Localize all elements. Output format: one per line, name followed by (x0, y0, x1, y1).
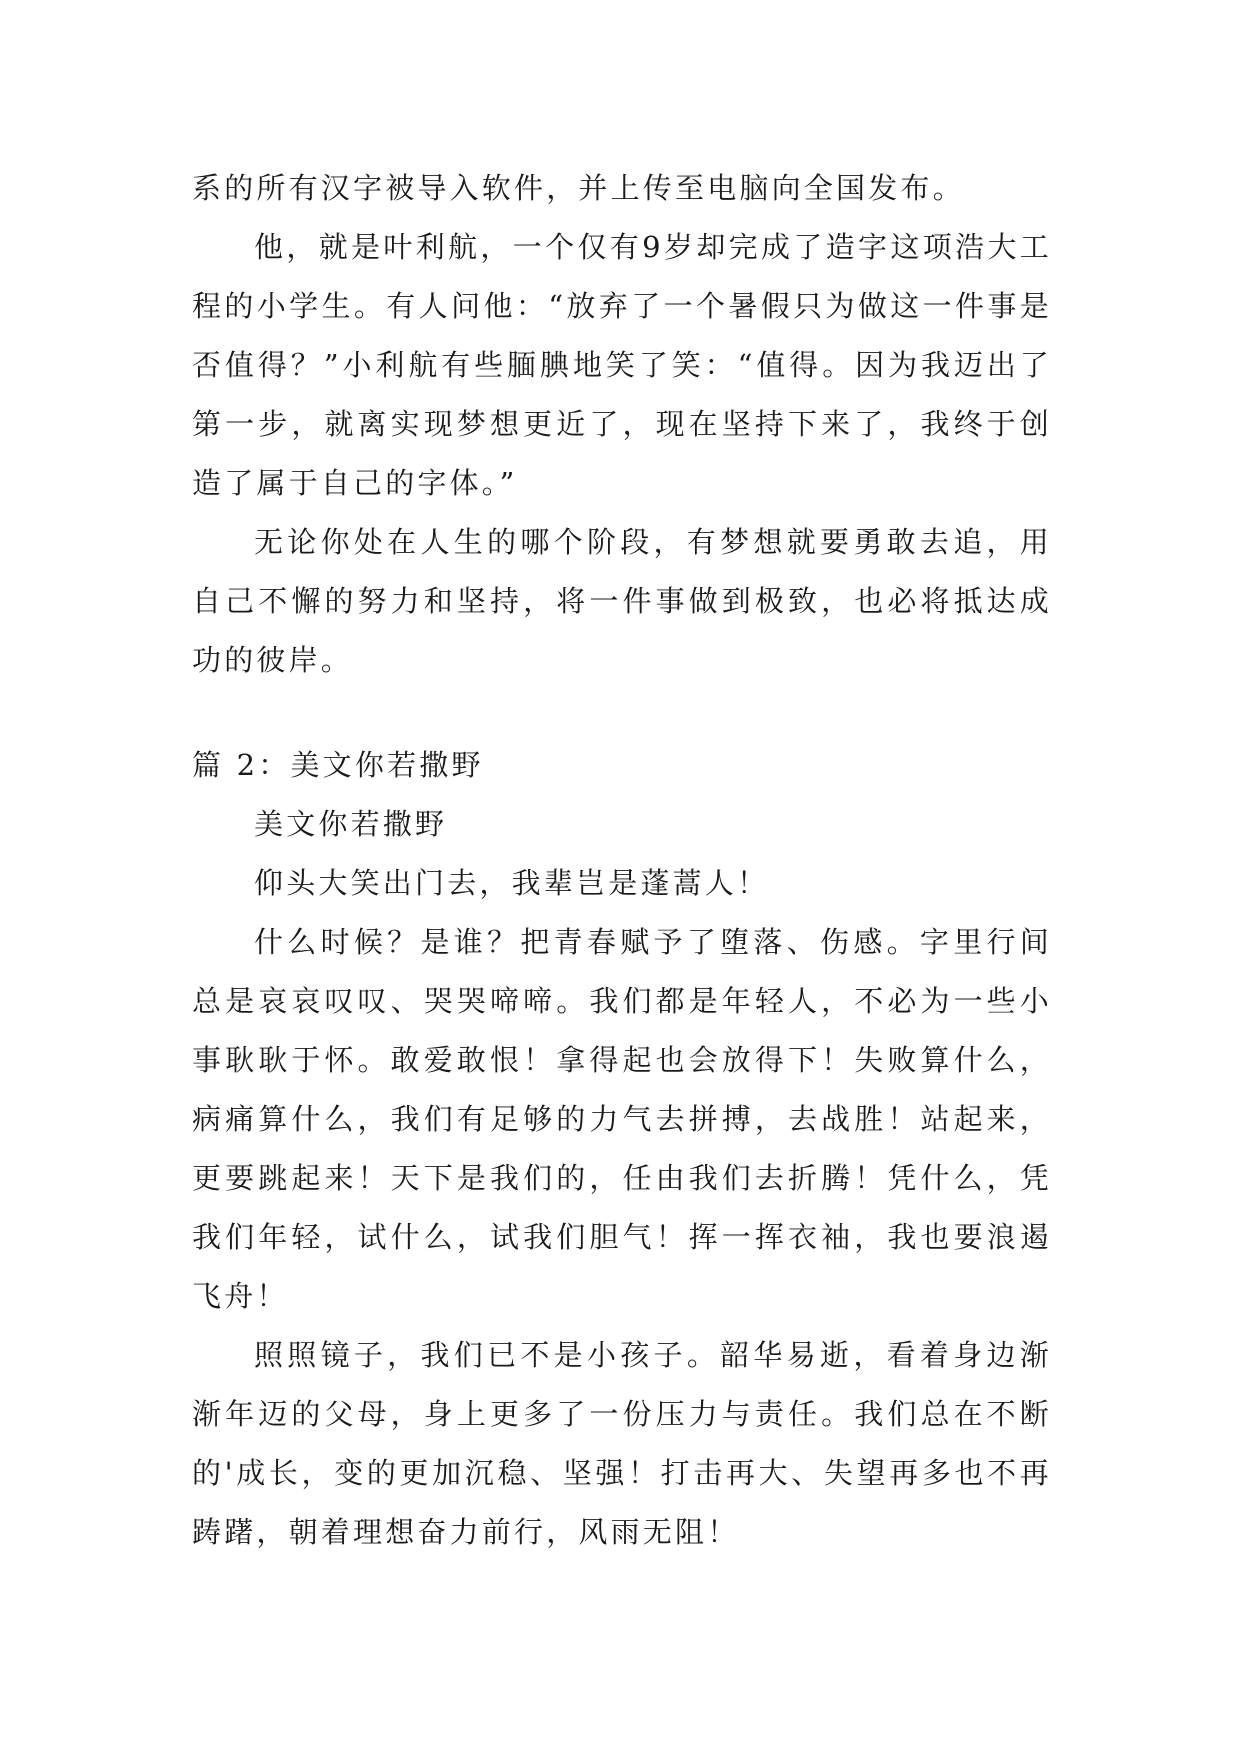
paragraph-poem-line: 仰头大笑出门去，我辈岂是蓬蒿人！ (254, 866, 770, 900)
paragraph-mirror: 照照镜子，我们已不是小孩子。韶华易逝，看着身边渐渐年迈的父母，身上更多了一份压力与责任。我们总在不断的'成长，变的更加沉稳、坚强！打击再大、失望再多也不再踌躇，朝着理想奋力前行，风雨无阻！ (192, 1338, 1052, 1549)
article-title: 美文你若撒野 (254, 807, 448, 841)
paragraph-conclusion: 无论你处在人生的哪个阶段，有梦想就要勇敢去追，用自己不懈的努力和坚持，将一件事做到极致，也必将抵达成功的彼岸。 (192, 525, 1052, 677)
section-heading: 篇 2：美文你若撒野 (192, 748, 484, 782)
paragraph-youth: 什么时候？是谁？把青春赋予了堕落、伤感。字里行间总是哀哀叹叹、哭哭啼啼。我们都是年轻人，不必为一些小事耿耿于怀。敢爱敢恨！拿得起也会放得下！失败算什么，病痛算什么，我们有足够的力气去拼搏，去战胜！站起来，更要跳起来！天下是我们的，任由我们去折腾！凭什么，凭我们年轻，试什么，试我们胆气！挥一挥衣袖，我也要浪遏飞舟！ (192, 925, 1052, 1313)
section-spacer (192, 690, 1052, 736)
document-body (192, 159, 1052, 1562)
paragraph-continuation: 系的所有汉字被导入软件，并上传至电脑向全国发布。 (192, 171, 965, 205)
paragraph-ye-lihang: 他，就是叶利航，一个仅有9岁却完成了造字这项浩大工程的小学生。有人问他：“放弃了一个暑假只为做这一件事是否值得？”小利航有些腼腆地笑了笑：“值得。因为我迈出了第一步，就离实现梦想更近了，现在坚持下来了，我终于创造了属于自己的字体。” (192, 230, 1052, 500)
